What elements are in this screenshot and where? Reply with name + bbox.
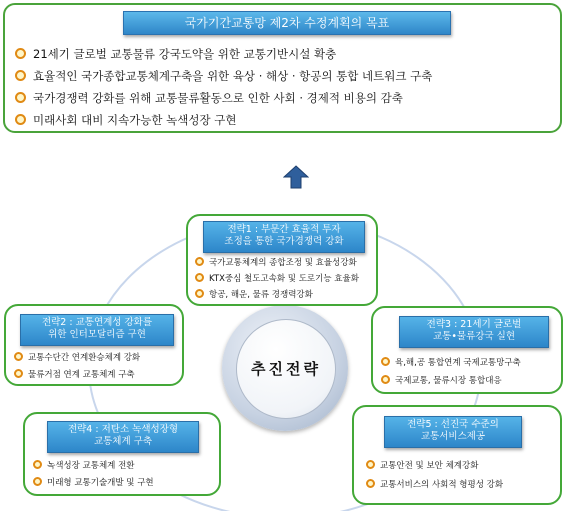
goal-text: 21세기 글로벌 교통물류 강국도약을 위한 교통기반시설 확충 (33, 47, 337, 61)
goals-box (3, 3, 562, 133)
bullet-icon (381, 357, 390, 366)
strategy-item-text: 국가교통체계의 종합조정 및 효율성강화 (209, 258, 357, 268)
bullet-icon (195, 273, 204, 282)
strategy-4-title (47, 421, 199, 453)
strategy-item-text: 교통안전 및 보안 체계강화 (380, 461, 479, 471)
strategy-item (195, 287, 359, 303)
bullet-icon (15, 92, 26, 103)
strategy-title-line: 교통체계 구축 (93, 436, 153, 447)
strategy-item (366, 476, 503, 495)
strategy-title-line: 위한 인터모달리즘 구현 (48, 329, 146, 340)
strategy-2-title (20, 314, 174, 346)
center-circle (222, 305, 348, 431)
bullet-icon (381, 375, 390, 384)
strategy-item-text: KTX중심 철도고속화 및 도로기능 효율화 (209, 274, 359, 284)
strategy-title-line: 교통•물류강국 실현 (432, 331, 516, 342)
strategy-1-list (195, 255, 359, 303)
strategy-title-line: 조정을 통한 국가경쟁력 강화 (224, 236, 344, 247)
bullet-icon (14, 352, 23, 361)
strategy-title-line: 교통서비스제공 (420, 431, 486, 442)
strategy-4-list (33, 458, 154, 492)
strategy-item-text: 물류거점 연계 교통체계 구축 (28, 370, 135, 380)
bullet-icon (366, 479, 375, 488)
strategy-item (33, 458, 154, 475)
strategy-item-text: 국제교통, 물류시장 통합대응 (395, 376, 502, 386)
strategy-3-title (399, 316, 549, 348)
center-label: 추진전략 (236, 319, 336, 419)
strategy-1-title (203, 221, 365, 253)
bullet-icon (14, 369, 23, 378)
bullet-icon (33, 477, 42, 486)
strategy-item-text: 육,해,공 통합연계 국제교통망구축 (395, 358, 521, 368)
strategy-2-box (4, 304, 184, 386)
strategy-item-text: 교통수단간 연계환승체계 강화 (28, 353, 141, 363)
goal-text: 효율적인 국가종합교통체계구축을 위한 육상 · 해상 · 항공의 통합 네트워크 구축 (33, 69, 433, 83)
up-arrow-icon (283, 165, 309, 189)
goal-item (15, 87, 432, 109)
strategy-5-title (384, 416, 522, 448)
goal-item (15, 43, 432, 65)
strategy-item (381, 372, 521, 390)
strategy-2-list (14, 350, 140, 384)
bullet-icon (15, 48, 26, 59)
bullet-icon (366, 460, 375, 469)
strategy-item (14, 350, 140, 367)
goals-title: 국가기간교통망 제2차 수정계획의 목표 (123, 11, 451, 35)
strategy-item-text: 교통서비스의 사회적 형평성 강화 (380, 480, 504, 490)
strategy-5-box (352, 405, 562, 505)
strategy-3-list (381, 354, 521, 390)
strategy-title-line: 전략4 : 저탄소 녹색성장형 (67, 424, 179, 435)
strategy-item (14, 367, 140, 384)
strategy-3-box (371, 306, 563, 394)
bullet-icon (15, 114, 26, 125)
strategy-item-text: 녹색성장 교통체계 전환 (47, 461, 135, 471)
strategy-item (381, 354, 521, 372)
bullet-icon (15, 70, 26, 81)
strategy-title-line: 전략5 : 선진국 수준의 (407, 419, 499, 430)
strategy-title-line: 전략1 : 부문간 효율적 투자 (227, 224, 341, 235)
goals-list (15, 43, 432, 131)
strategy-1-box (186, 214, 378, 306)
strategy-5-list (366, 457, 503, 495)
goal-text: 미래사회 대비 지속가능한 녹색성장 구현 (33, 113, 237, 127)
strategy-item (195, 271, 359, 287)
goal-text: 국가경쟁력 강화를 위해 교통물류활동으로 인한 사회 · 경제적 비용의 감축 (33, 91, 403, 105)
strategy-item (366, 457, 503, 476)
strategy-4-box (23, 412, 221, 496)
strategy-item-text: 미래형 교통기술개발 및 구현 (47, 478, 154, 488)
strategy-item (195, 255, 359, 271)
strategy-item-text: 항공, 해운, 물류 경쟁력강화 (209, 290, 313, 300)
strategy-item (33, 475, 154, 492)
strategy-title-line: 전략3 : 21세기 글로벌 (426, 319, 522, 330)
bullet-icon (33, 460, 42, 469)
goal-item (15, 65, 432, 87)
strategy-title-line: 전략2 : 교통연계성 강화를 (41, 317, 153, 328)
bullet-icon (195, 257, 204, 266)
bullet-icon (195, 289, 204, 298)
goal-item (15, 109, 432, 131)
